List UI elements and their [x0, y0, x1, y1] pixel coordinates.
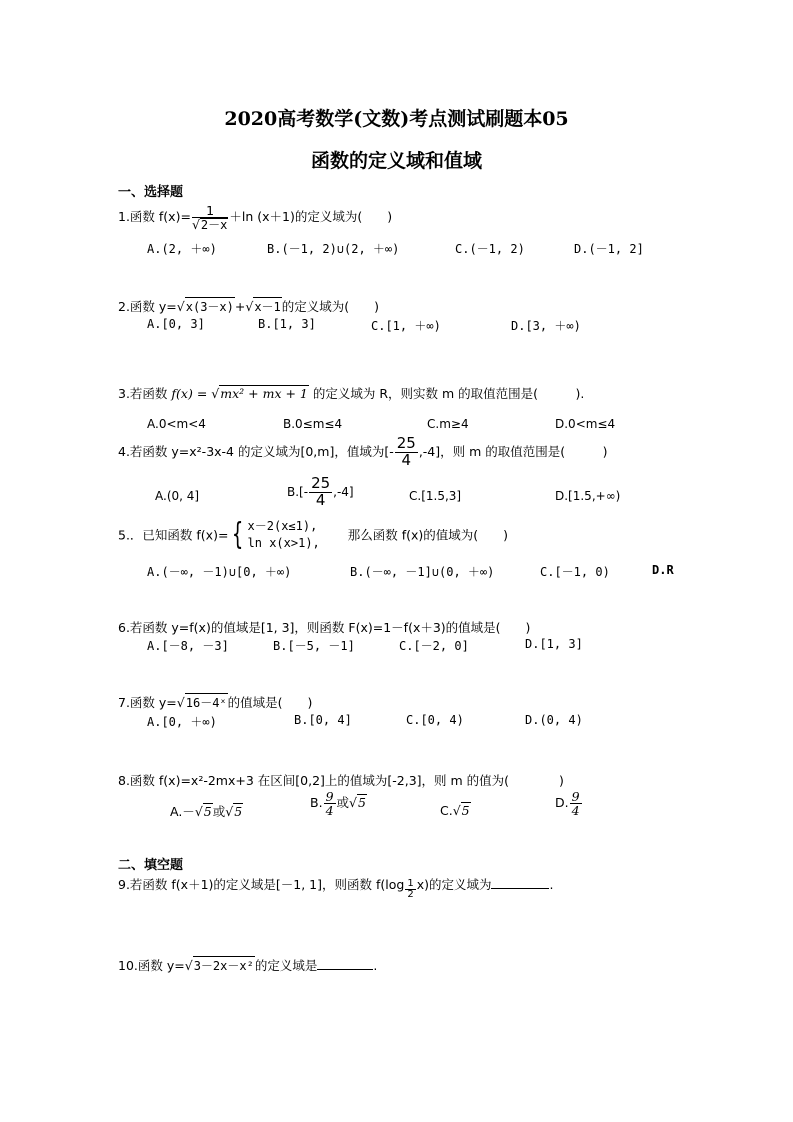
- question-7-radicand: 16－4ˣ: [185, 693, 228, 711]
- question-1-prefix: 1.函数 f(x)=: [118, 209, 191, 224]
- q8-option-c-radicand: 5: [461, 803, 470, 818]
- question-8: 8.函数 f(x)=x²-2mx+3 在区间[0,2]上的值域为[-2,3]，则 m 的值为( ): [118, 773, 564, 788]
- question-9-suffix: x)的定义域为: [416, 877, 492, 892]
- q8-option-b-numerator: 9: [325, 789, 334, 804]
- q4-option-b-suffix: ,-4]: [333, 484, 354, 499]
- q8-option-d: [555, 790, 583, 817]
- question-2-radicand-2: x－1: [253, 297, 281, 315]
- q8-option-d-denominator: 4: [571, 803, 580, 819]
- question-10: 10.函数 y=√3－2x－x²的定义域是 .: [118, 958, 378, 973]
- q8-option-c-prefix: C.: [440, 803, 453, 818]
- q8-option-b-radicand: 5: [358, 795, 366, 811]
- answer-blank-10[interactable]: [317, 969, 373, 970]
- question-6: 6.若函数 y=f(x)的值域是[1, 3]，则函数 F(x)=1－f(x＋3)的值域是( ): [118, 620, 531, 635]
- q2-option-c: C.[1, ＋∞): [371, 319, 441, 333]
- q8-option-b-denominator: 4: [325, 803, 334, 819]
- q5-option-b: B.(－∞, －1]∪(0, ＋∞): [350, 565, 495, 579]
- q5-option-a: A.(－∞, －1)∪[0, ＋∞): [147, 565, 292, 579]
- question-4-denominator: 4: [401, 450, 412, 469]
- page-subtitle: 函数的定义域和值域: [310, 150, 482, 172]
- question-10-prefix: 10.函数 y=: [118, 958, 185, 973]
- q1-option-d: D.(－1, 2]: [574, 242, 644, 256]
- q8-option-b-prefix: B.: [310, 795, 323, 811]
- q8-option-b-or: 或: [336, 795, 350, 811]
- q3-option-c: C.m≥4: [427, 417, 469, 431]
- q8-option-a-radicand-2: 5: [234, 804, 243, 819]
- q8-option-c: C.√5: [440, 803, 470, 818]
- q5-option-d: D.R: [652, 563, 674, 577]
- question-2: 2.函数 y=√x(3－x)+√x－1的定义域为( ): [118, 299, 380, 314]
- q3-option-b: B.0≤m≤4: [283, 417, 343, 431]
- q4-option-b-numerator: 25: [311, 474, 331, 492]
- question-4-suffix: ,-4]，则 m 的取值范围是( ): [418, 443, 608, 459]
- section-heading-fill: 二、填空题: [118, 858, 184, 873]
- q8-option-d-numerator: 9: [571, 789, 580, 804]
- q7-option-b: B.[0, 4]: [294, 713, 352, 727]
- question-4-prefix: 4.若函数 y=x²-3x-4 的定义域为[0,m]，值域为[-: [118, 443, 394, 459]
- q8-option-d-prefix: D.: [555, 795, 569, 811]
- q8-option-a-radicand-1: 5: [203, 804, 212, 819]
- question-10-radicand: 3－2x－x²: [193, 956, 255, 974]
- q8-option-b-fraction: [324, 790, 336, 817]
- q2-option-b: B.[1, 3]: [258, 317, 316, 331]
- question-9: [118, 875, 553, 901]
- question-10-end: .: [373, 958, 378, 973]
- question-1-suffix: ＋ln (x＋1)的定义域为( ): [229, 209, 393, 224]
- question-2-prefix: 2.函数 y=: [118, 299, 177, 314]
- q8-option-a-prefix: A.－: [170, 804, 195, 819]
- q4-option-b-prefix: B.[-: [287, 484, 309, 499]
- question-9-prefix: 9.若函数 f(x＋1)的定义域是[－1, 1]，则函数 f(log: [118, 877, 405, 892]
- question-1-denominator: √2－x: [191, 216, 228, 232]
- q6-option-b: B.[－5, －1]: [273, 639, 355, 653]
- q6-option-a: A.[－8, －3]: [147, 639, 229, 653]
- question-7-suffix: 的值域是( ): [227, 695, 313, 710]
- question-9-numerator: 1: [407, 877, 414, 889]
- question-3-radicand: mx² + mx + 1: [220, 386, 308, 401]
- question-1-fraction: [192, 204, 228, 232]
- q2-option-d: D.[3, ＋∞): [511, 319, 581, 333]
- q1-option-a: A.(2, ＋∞): [147, 242, 217, 256]
- question-5-suffix: 那么函数 f(x)的值域为( ): [347, 527, 509, 543]
- q4-option-b-fraction: [309, 476, 332, 509]
- q3-option-a: A.0<m<4: [147, 417, 206, 431]
- question-2-radicand-1: x(3－x): [185, 297, 235, 315]
- q7-option-c: C.[0, 4): [406, 713, 464, 727]
- q6-option-c: C.[－2, 0]: [399, 639, 469, 653]
- answer-blank-9[interactable]: [491, 888, 549, 889]
- q4-option-c: C.[1.5,3]: [409, 489, 462, 503]
- question-9-end: .: [549, 877, 554, 892]
- q4-option-d: D.[1.5,+∞): [555, 489, 621, 503]
- question-2-suffix: 的定义域为( ): [281, 299, 380, 314]
- question-4: [118, 436, 608, 469]
- question-3: 3.若函数 f(x) = √mx² + mx + 1 的定义域为 R，则实数 m 的取值范围是( ).: [118, 386, 585, 401]
- question-5-cases: [248, 518, 320, 552]
- question-5-case-1: x－2(x≤1),: [247, 518, 318, 533]
- question-3-prefix: 3.若函数: [118, 386, 168, 401]
- question-5-brace: {: [232, 517, 244, 552]
- page-title: 2020高考数学(文数)考点测试刷题本05: [224, 108, 569, 130]
- question-9-denominator: 2: [407, 889, 414, 900]
- q4-option-b: [287, 476, 354, 509]
- q5-option-c: C.[－1, 0): [540, 565, 610, 579]
- question-3-suffix: 的定义域为 R，则实数 m 的取值范围是( ).: [312, 386, 585, 401]
- q8-option-d-fraction: [570, 790, 582, 817]
- q6-option-d: D.[1, 3]: [525, 637, 583, 651]
- q1-option-b: B.(－1, 2)∪(2, ＋∞): [267, 242, 400, 256]
- q4-option-a: A.(0, 4]: [155, 489, 200, 503]
- question-4-numerator: 25: [396, 434, 416, 452]
- question-4-fraction: [395, 436, 418, 469]
- question-7-prefix: 7.函数 y=: [118, 695, 177, 710]
- q2-option-a: A.[0, 3]: [147, 317, 205, 331]
- question-3-function: f(x) =: [171, 386, 208, 401]
- question-5: [118, 517, 508, 552]
- question-5-prefix: 5.．已知函数 f(x)=: [118, 527, 229, 543]
- question-5-case-2: ln x(x>1),: [247, 535, 320, 550]
- question-7: 7.函数 y=√16－4ˣ的值域是( ): [118, 695, 313, 710]
- q7-option-a: A.[0, ＋∞): [147, 715, 217, 729]
- question-9-log-base: [405, 879, 415, 901]
- q3-option-d: D.0<m≤4: [555, 417, 616, 431]
- question-1: [118, 200, 392, 234]
- section-heading-choice: 一、选择题: [118, 185, 184, 200]
- question-10-suffix: 的定义域是: [254, 958, 318, 973]
- q4-option-b-denominator: 4: [315, 490, 326, 509]
- question-1-numerator: 1: [192, 204, 228, 218]
- q7-option-d: D.(0, 4): [525, 713, 583, 727]
- q8-option-a: A.－√5或√5: [170, 804, 243, 819]
- q1-option-c: C.(－1, 2): [455, 242, 525, 256]
- q8-option-a-or: 或: [212, 804, 226, 819]
- q8-option-b: B. $\frac{9}{4}$ 或√5: [310, 789, 366, 819]
- question-2-plus: +: [234, 299, 246, 314]
